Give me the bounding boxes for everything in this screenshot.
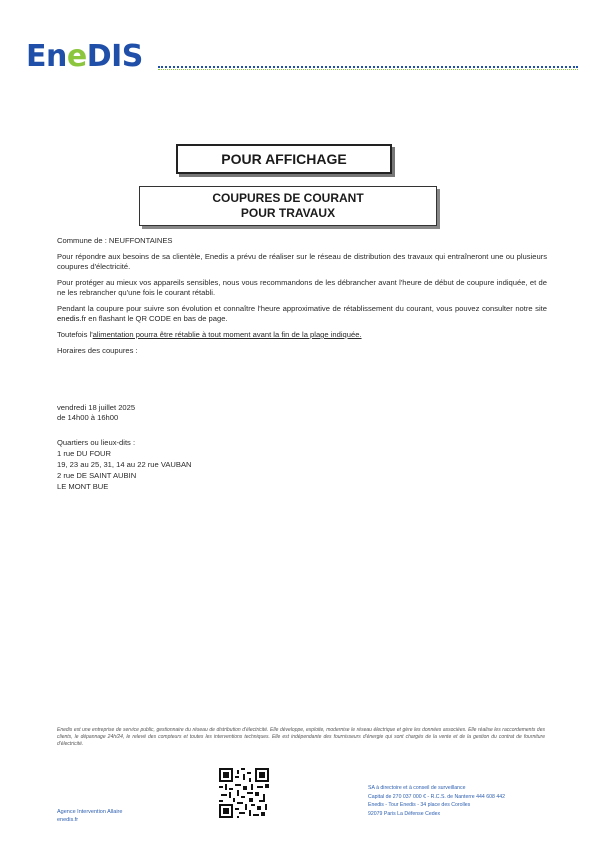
footer-left [57, 808, 122, 824]
paragraph-4: Toutefois l'alimentation pourra être rétablie à tout moment avant la fin de la plage indiquée. [57, 330, 362, 339]
notice-body [57, 236, 547, 362]
header-rule-green [158, 69, 578, 70]
qr-code[interactable] [219, 768, 269, 818]
footer-right [368, 784, 505, 818]
pour-affichage-title: POUR AFFICHAGE [176, 144, 392, 174]
enedis-logo [26, 40, 143, 74]
company-address-2: 92079 Paris La Défense Cedex [368, 810, 441, 817]
horaires-heading: Horaires des coupures : [57, 346, 138, 355]
list-item: 1 rue DU FOUR [57, 449, 112, 458]
agency-name: Agence Intervention Allaire [57, 809, 123, 815]
enedis-link[interactable]: enedis.fr [57, 314, 87, 323]
quartiers-list [57, 437, 192, 492]
list-item: LE MONT BUE [57, 482, 109, 491]
paragraph-1: Pour répondre aux besoins de sa clientèle, Enedis a prévu de réaliser sur le réseau de distribution des travaux qui entraîneront une ou plusieurs coupures d'électricité. [57, 252, 547, 271]
footer-website-link[interactable]: enedis.fr [57, 817, 79, 823]
list-item: 2 rue DE SAINT AUBIN [57, 471, 137, 480]
company-legal-form: SA à directoire et à conseil de surveillance [368, 785, 466, 791]
coupures-title-line1: COUPURES DE COURANT [212, 191, 364, 205]
schedule-date: vendredi 18 juillet 2025 [57, 403, 136, 412]
header-rule [158, 66, 578, 68]
company-address-1: Enedis - Tour Enedis - 34 place des Corolles [368, 802, 471, 808]
schedule [57, 403, 135, 423]
logo-wordmark: EneDIS [26, 39, 143, 74]
list-item: 19, 23 au 25, 31, 14 au 22 rue VAUBAN [57, 460, 192, 469]
commune-line: Commune de : NEUFFONTAINES [57, 236, 173, 245]
paragraph-3: Pendant la coupure pour suivre son évolution et connaître l'heure approximative de rétablissement du courant, vous pouvez consulter notre site enedis.fr en flashant le QR CODE en bas de page. [57, 304, 547, 323]
company-capital: Capital de 270 037 000 € - R.C.S. de Nanterre 444 608 442 [368, 793, 505, 800]
legal-notice: Enedis est une entreprise de service public, gestionnaire du réseau de distribution d'électricité. Elle développe, exploite, modernise le réseau électrique et gère les données associées. Elle réalise les raccordements des clients, le dépannage 24h/24, le relevé des compteurs et toutes les interventions techniques. Elle est indépendante des fournisseurs d'énergie qui sont chargés de la vente et de la gestion du contrat de fourniture d'électricité. [57, 727, 545, 747]
coupures-title-box [139, 186, 437, 226]
coupures-title-line2: POUR TRAVAUX [240, 206, 336, 220]
schedule-time: de 14h00 à 16h00 [57, 413, 119, 422]
paragraph-2: Pour protéger au mieux vos appareils sensibles, nous vous recommandons de les débrancher avant l'heure de début de coupure indiquée, et de ne les rebrancher qu'une fois le courant rétabli. [57, 278, 547, 297]
quartiers-heading: Quartiers ou lieux-dits : [57, 438, 136, 447]
